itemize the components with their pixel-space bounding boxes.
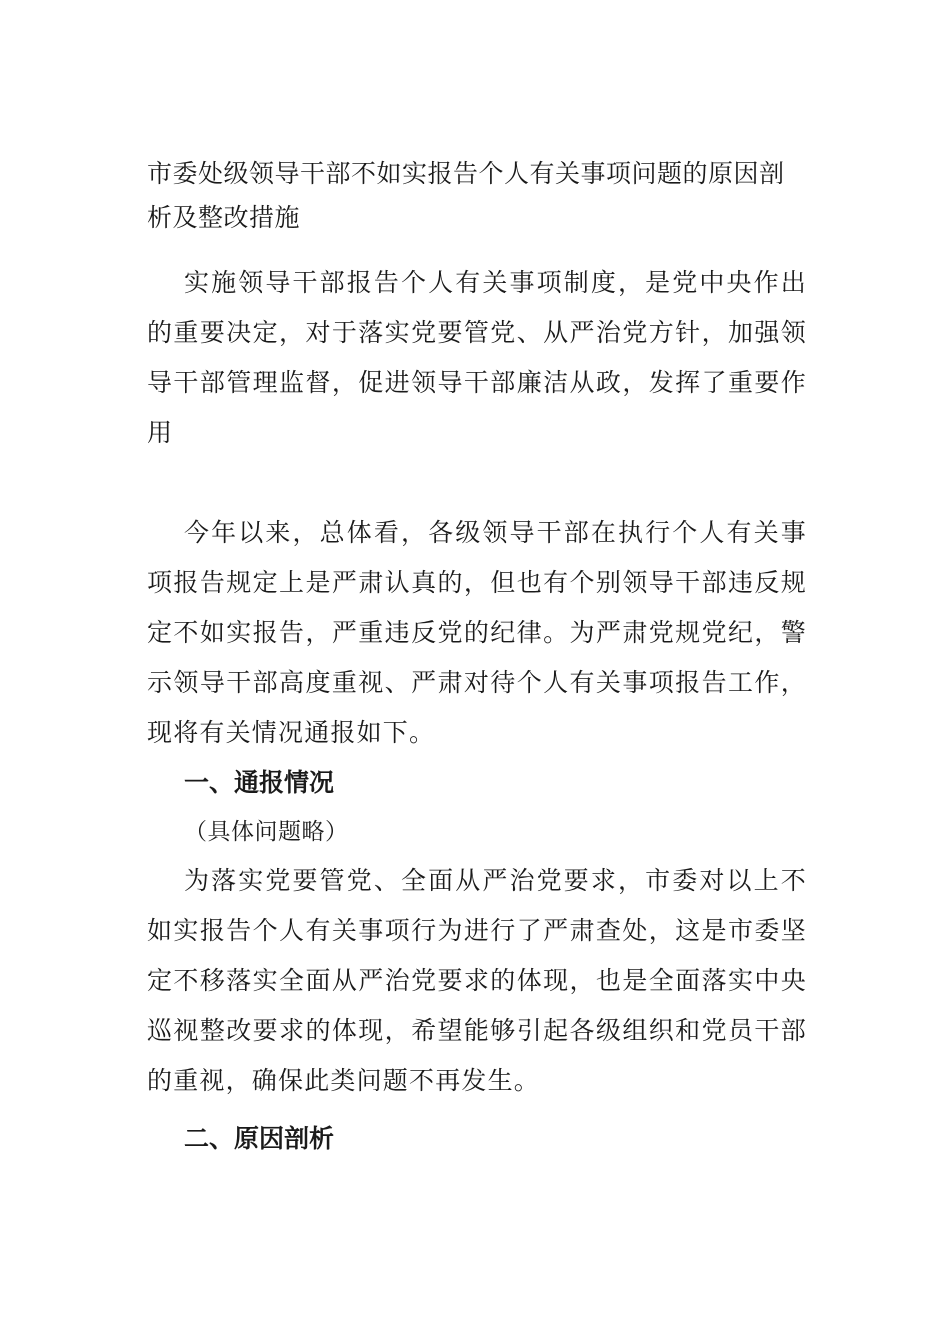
document-page — [147, 152, 807, 1164]
section-heading-1: 一、通报情况 — [184, 768, 335, 797]
section1-paragraph: 为落实党要管党、全面从严治党要求，市委对以上不如实报告个人有关事项行为进行了严肃查处，这是市委坚定不移落实全面从严治党要求的体现，也是全面落实中央巡视整改要求的体现，希望能够引起各级组织和党员干部的重视，确保此类问题不再发生。 — [147, 866, 807, 1095]
section-note: （具体问题略） — [184, 819, 349, 845]
intro-paragraph: 实施领导干部报告个人有关事项制度，是党中央作出的重要决定，对于落实党要管党、从严治党方针，加强领导干部管理监督，促进领导干部廉洁从政，发挥了重要作用 — [147, 268, 807, 447]
section-heading-2: 二、原因剖析 — [184, 1124, 335, 1153]
summary-paragraph: 今年以来，总体看，各级领导干部在执行个人有关事项报告规定上是严肃认真的，但也有个别领导干部违反规定不如实报告，严重违反党的纪律。为严肃党规党纪，警示领导干部高度重视、严肃对待个人有关事项报告工作，现将有关情况通报如下。 — [147, 518, 807, 747]
paragraph-spacer — [147, 458, 807, 508]
document-title: 市委处级领导干部不如实报告个人有关事项问题的原因剖析及整改措施 — [147, 159, 785, 232]
